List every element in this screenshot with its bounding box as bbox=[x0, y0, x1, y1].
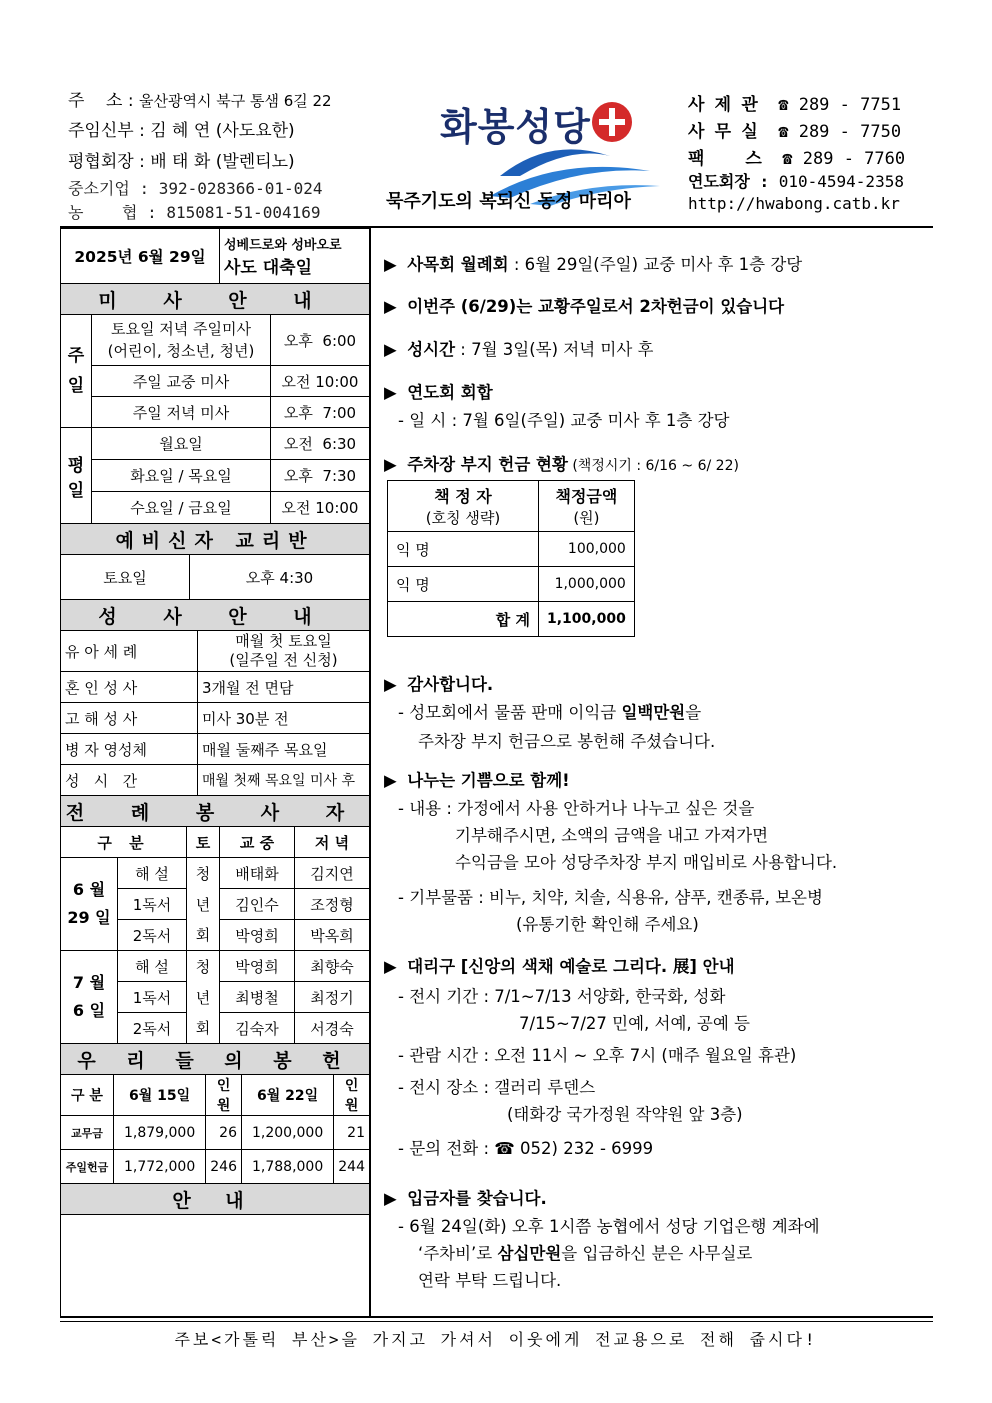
bank2-row bbox=[68, 200, 320, 223]
item-text: 을 입금하신 분은 사무실로 bbox=[561, 1244, 753, 1263]
arrow-icon: ▶ bbox=[384, 675, 397, 694]
sacrament-name: 병 자 영성체 bbox=[61, 734, 198, 765]
sacrament-name: 성 시 간 bbox=[61, 765, 198, 796]
catechumen-time: 오후 4:30 bbox=[190, 555, 370, 600]
item-title: 성시간 bbox=[407, 340, 456, 359]
servers-date: 7 월 6 일 bbox=[61, 951, 118, 1044]
sacrament-name: 고 해 성 사 bbox=[61, 703, 198, 734]
parking-name: 익 명 bbox=[388, 567, 539, 602]
server-evening: 서경숙 bbox=[294, 1013, 369, 1044]
mass-time: 오전 6:30 bbox=[271, 428, 370, 460]
catechumen-day: 토요일 bbox=[61, 555, 190, 600]
offering-table bbox=[60, 1074, 370, 1215]
pastor-row bbox=[68, 116, 295, 141]
offering-count: 26 bbox=[206, 1116, 242, 1150]
mass-name: 토요일 저녁 주일미사 (어린이, 청소년, 청년) bbox=[92, 315, 271, 366]
item-line: - 일 시 : 7월 6일(주일) 교중 미사 후 1층 강당 bbox=[398, 411, 730, 430]
parking-total-label: 합 계 bbox=[388, 602, 539, 637]
offering-amount: 1,772,000 bbox=[114, 1150, 206, 1184]
parking-table-wrap bbox=[387, 480, 635, 637]
council-row bbox=[68, 147, 295, 172]
website-link[interactable]: http://hwabong.catb.kr bbox=[688, 194, 900, 213]
mass-table bbox=[60, 283, 370, 555]
feast-small: 성베드로와 성바오로 bbox=[224, 238, 342, 253]
notice-box-left bbox=[60, 1187, 61, 1317]
mass-name: 주일 저녁 미사 bbox=[92, 397, 271, 428]
notice-item-exhibition bbox=[384, 953, 735, 977]
server-evening: 최향숙 bbox=[294, 951, 369, 982]
sacrament-title: 성 사 안 내 bbox=[61, 600, 370, 631]
date-table bbox=[60, 228, 370, 284]
mass-name: 화요일 / 목요일 bbox=[92, 460, 271, 492]
item-line: 수익금을 모아 성당주차장 부지 매입비로 사용합니다. bbox=[455, 853, 838, 872]
item-line: - 기부물품 : 비누, 치약, 치솔, 식용유, 샴푸, 캔종류, 보온병 bbox=[398, 888, 823, 907]
bank1-value: 392-028366-01-024 bbox=[158, 179, 323, 198]
notice-title: 안 내 bbox=[61, 1184, 370, 1215]
contact-value: ☎ 289 - 7760 bbox=[782, 149, 906, 169]
yeondo-value: 010-4594-2358 bbox=[778, 172, 904, 191]
server-sat: 년 bbox=[187, 982, 220, 1013]
item-line: 7/15~7/27 민예, 서예, 공예 등 bbox=[519, 1014, 750, 1033]
servers-table bbox=[60, 795, 370, 1075]
offering-count: 246 bbox=[206, 1150, 242, 1184]
server-role: 해 설 bbox=[118, 951, 187, 982]
server-evening: 조정형 bbox=[294, 889, 369, 920]
item-line: (유통기한 확인해 주세요) bbox=[516, 915, 699, 934]
contact-value: ☎ 289 - 7750 bbox=[778, 122, 902, 142]
contact-value: ☎ 289 - 7751 bbox=[778, 95, 902, 115]
church-logo bbox=[440, 96, 591, 151]
item-line: 기부해주시면, 소액의 금액을 내고 가져가면 bbox=[455, 826, 769, 845]
item-line: 연락 부탁 드립니다. bbox=[418, 1271, 562, 1290]
contact-label: 사 무 실 bbox=[688, 122, 758, 142]
item-text: : 7월 3일(목) 저녁 미사 후 bbox=[455, 340, 654, 359]
council-label: 평협회장 : bbox=[68, 152, 145, 172]
feast-title: 사도 대축일 bbox=[224, 258, 313, 278]
offering-title: 우 리 들 의 봉 헌 bbox=[61, 1044, 370, 1075]
offering-amount: 1,788,000 bbox=[242, 1150, 334, 1184]
mass-title: 미 사 안 내 bbox=[61, 284, 370, 315]
left-column bbox=[60, 228, 370, 1215]
parking-amount: 1,000,000 bbox=[539, 567, 635, 602]
notice-item-council bbox=[384, 251, 802, 275]
server-role: 1독서 bbox=[118, 889, 187, 920]
notice-item-sharing bbox=[384, 767, 570, 791]
server-main: 배태화 bbox=[220, 858, 295, 889]
church-name: 화봉성당 bbox=[440, 105, 591, 149]
catechumen-title: 예비신자 교리반 bbox=[61, 524, 370, 555]
arrow-icon: ▶ bbox=[384, 383, 397, 402]
server-role: 2독서 bbox=[118, 920, 187, 951]
mass-time: 오후 7:00 bbox=[271, 397, 370, 428]
server-main: 박영희 bbox=[220, 951, 295, 982]
offering-header: 구 분 bbox=[61, 1075, 114, 1116]
item-text: ‘주차비’로 bbox=[418, 1244, 498, 1263]
sacrament-name: 유 아 세 례 bbox=[61, 631, 198, 672]
offering-count: 244 bbox=[334, 1150, 370, 1184]
server-main: 김인수 bbox=[220, 889, 295, 920]
server-sat: 회 bbox=[187, 920, 220, 951]
contact-label: 사 제 관 bbox=[688, 95, 758, 115]
servers-header: 구 분 bbox=[61, 827, 187, 858]
bank1-label: 중소기업 : bbox=[68, 179, 150, 198]
address-label: 주 소 : bbox=[68, 91, 134, 111]
mass-time: 오후 7:30 bbox=[271, 460, 370, 492]
arrow-icon: ▶ bbox=[384, 957, 397, 976]
mass-time: 오후 6:00 bbox=[271, 315, 370, 366]
server-main: 박영희 bbox=[220, 920, 295, 951]
servers-header: 교 중 bbox=[220, 827, 295, 858]
item-text: (책정시기 : 6/16 ~ 6/ 22) bbox=[567, 458, 739, 474]
feast-cell bbox=[220, 229, 370, 284]
item-line bbox=[418, 1240, 752, 1264]
bulletin-date: 2025년 6월 29일 bbox=[61, 229, 220, 284]
item-title: 나누는 기쁨으로 함께! bbox=[407, 771, 570, 790]
server-evening: 최정기 bbox=[294, 982, 369, 1013]
item-text: 을 bbox=[685, 703, 702, 722]
yeondo-label: 연도회장 : bbox=[688, 172, 770, 191]
catechumen-table bbox=[60, 554, 370, 631]
sunday-label: 주일 bbox=[61, 315, 92, 428]
parking-table bbox=[387, 480, 635, 637]
contact-fax bbox=[688, 144, 905, 169]
sacrament-info: 매월 둘째주 목요일 bbox=[198, 734, 370, 765]
arrow-icon: ▶ bbox=[384, 255, 397, 274]
server-sat: 회 bbox=[187, 1013, 220, 1044]
item-title: 이번주 (6/29)는 교황주일로서 2차헌금이 있습니다 bbox=[407, 297, 785, 316]
parking-name: 익 명 bbox=[388, 532, 539, 567]
bottom-rule bbox=[60, 1316, 933, 1318]
offering-header: 6월 22일 bbox=[242, 1075, 334, 1116]
parking-header-label: 책 정 자 bbox=[434, 487, 492, 506]
notice-item-parking bbox=[384, 451, 739, 475]
item-text: : 6월 29일(주일) 교중 미사 후 1층 강당 bbox=[508, 255, 803, 274]
bank1-row bbox=[68, 176, 323, 199]
parking-header bbox=[388, 481, 539, 532]
offering-count: 21 bbox=[334, 1116, 370, 1150]
sacrament-info: 3개월 전 면담 bbox=[198, 672, 370, 703]
offering-amount: 1,200,000 bbox=[242, 1116, 334, 1150]
item-line: - 문의 전화 : ☎ 052) 232 - 6999 bbox=[398, 1139, 654, 1158]
parking-header-sub: (호칭 생략) bbox=[425, 509, 501, 527]
item-line: 주차장 부지 헌금으로 봉헌해 주셨습니다. bbox=[418, 732, 716, 751]
item-line bbox=[398, 699, 701, 723]
bottom-rule-thin bbox=[60, 1321, 933, 1322]
parking-header-label: 책정금액 bbox=[555, 487, 618, 506]
council-value: 배 태 화 (발렌티노) bbox=[150, 152, 295, 172]
item-title: 사목회 월례회 bbox=[407, 255, 509, 274]
servers-title: 전 례 봉 사 자 bbox=[61, 796, 370, 827]
server-sat: 년 bbox=[187, 889, 220, 920]
item-text: - 성모회에서 물품 판매 이익금 bbox=[398, 703, 622, 722]
pastor-label: 주임신부 : bbox=[68, 121, 145, 141]
parking-header bbox=[539, 481, 635, 532]
item-title: 연도회 회합 bbox=[407, 383, 493, 402]
mass-time: 오전 10:00 bbox=[271, 366, 370, 397]
servers-header: 저 녁 bbox=[294, 827, 369, 858]
arrow-icon: ▶ bbox=[384, 297, 397, 316]
server-role: 2독서 bbox=[118, 1013, 187, 1044]
item-highlight: 일백만원 bbox=[621, 703, 686, 722]
notice-item-thanks bbox=[384, 671, 493, 695]
server-role: 해 설 bbox=[118, 858, 187, 889]
arrow-icon: ▶ bbox=[384, 771, 397, 790]
item-line: - 전시 장소 : 갤러리 루덴스 bbox=[398, 1078, 596, 1097]
sacrament-table bbox=[60, 630, 370, 796]
item-title: 입금자를 찾습니다. bbox=[407, 1189, 547, 1208]
server-sat: 청 bbox=[187, 951, 220, 982]
sacrament-info: 미사 30분 전 bbox=[198, 703, 370, 734]
item-line: - 전시 기간 : 7/1~7/13 서양화, 한국화, 성화 bbox=[398, 987, 726, 1006]
item-title: 감사합니다. bbox=[407, 675, 494, 694]
item-title: 주차장 부지 헌금 현황 bbox=[407, 455, 568, 474]
footer-text: 주보<가톨릭 부산>을 가지고 가셔서 이웃에게 전교용으로 전해 줍시다! bbox=[174, 1330, 818, 1349]
parking-header-sub: (원) bbox=[573, 509, 600, 527]
weekday-label: 평일 bbox=[61, 428, 92, 524]
mass-name: 주일 교중 미사 bbox=[92, 366, 271, 397]
item-line: - 6월 24일(화) 오후 1시쯤 농협에서 성당 기업은행 계좌에 bbox=[398, 1217, 820, 1236]
server-main: 김숙자 bbox=[220, 1013, 295, 1044]
mass-name: 수요일 / 금요일 bbox=[92, 492, 271, 524]
servers-date: 6 월 29 일 bbox=[61, 858, 118, 951]
contact-label: 팩 스 bbox=[688, 149, 762, 169]
offering-type: 주일헌금 bbox=[61, 1150, 114, 1184]
offering-header: 인원 bbox=[334, 1075, 370, 1116]
address-row bbox=[68, 86, 332, 111]
yeondo-row bbox=[688, 169, 904, 192]
arrow-icon: ▶ bbox=[384, 340, 397, 359]
contact-office bbox=[688, 117, 901, 142]
bank2-label: 농 협 : bbox=[68, 203, 157, 222]
church-subtitle: 묵주기도의 복되신 동정 마리아 bbox=[386, 191, 631, 212]
offering-header: 6월 15일 bbox=[114, 1075, 206, 1116]
item-highlight: 삼십만원 bbox=[497, 1244, 562, 1263]
server-main: 최병철 bbox=[220, 982, 295, 1013]
contact-rectory bbox=[688, 90, 901, 115]
notice-item-yeondo bbox=[384, 379, 493, 403]
sacrament-name: 혼 인 성 사 bbox=[61, 672, 198, 703]
notice-item-holy-hour bbox=[384, 336, 653, 360]
server-sat: 청 bbox=[187, 858, 220, 889]
pastor-value: 김 혜 연 (사도요한) bbox=[150, 121, 295, 141]
mass-name: 월요일 bbox=[92, 428, 271, 460]
parking-total: 1,100,000 bbox=[539, 602, 635, 637]
arrow-icon: ▶ bbox=[384, 1189, 397, 1208]
offering-amount: 1,879,000 bbox=[114, 1116, 206, 1150]
item-line: - 내용 : 가정에서 사용 안하거나 나누고 싶은 것을 bbox=[398, 799, 755, 818]
item-line: (태화강 국가정원 작약원 앞 3층) bbox=[507, 1105, 743, 1124]
item-title: 대리구 [신앙의 색채 예술로 그리다. 展] 안내 bbox=[407, 957, 735, 976]
servers-header: 토 bbox=[187, 827, 220, 858]
offering-header: 인원 bbox=[206, 1075, 242, 1116]
address-value: 울산광역시 북구 통샘 6길 22 bbox=[139, 92, 332, 110]
server-role: 1독서 bbox=[118, 982, 187, 1013]
sacrament-info: 매월 첫째 목요일 미사 후 bbox=[198, 765, 370, 796]
server-evening: 박옥희 bbox=[294, 920, 369, 951]
server-evening: 김지연 bbox=[294, 858, 369, 889]
parking-amount: 100,000 bbox=[539, 532, 635, 567]
sacrament-info: 매월 첫 토요일 (일주일 전 신청) bbox=[198, 631, 370, 672]
bank2-value: 815081-51-004169 bbox=[166, 203, 321, 222]
notice-item-depositor bbox=[384, 1185, 547, 1209]
offering-type: 교무금 bbox=[61, 1116, 114, 1150]
cross-emblem-icon bbox=[590, 100, 634, 144]
notice-item-collection bbox=[384, 293, 784, 317]
item-line: - 관람 시간 : 오전 11시 ~ 오후 7시 (매주 월요일 휴관) bbox=[398, 1046, 797, 1065]
arrow-icon: ▶ bbox=[384, 455, 397, 474]
mass-time: 오전 10:00 bbox=[271, 492, 370, 524]
